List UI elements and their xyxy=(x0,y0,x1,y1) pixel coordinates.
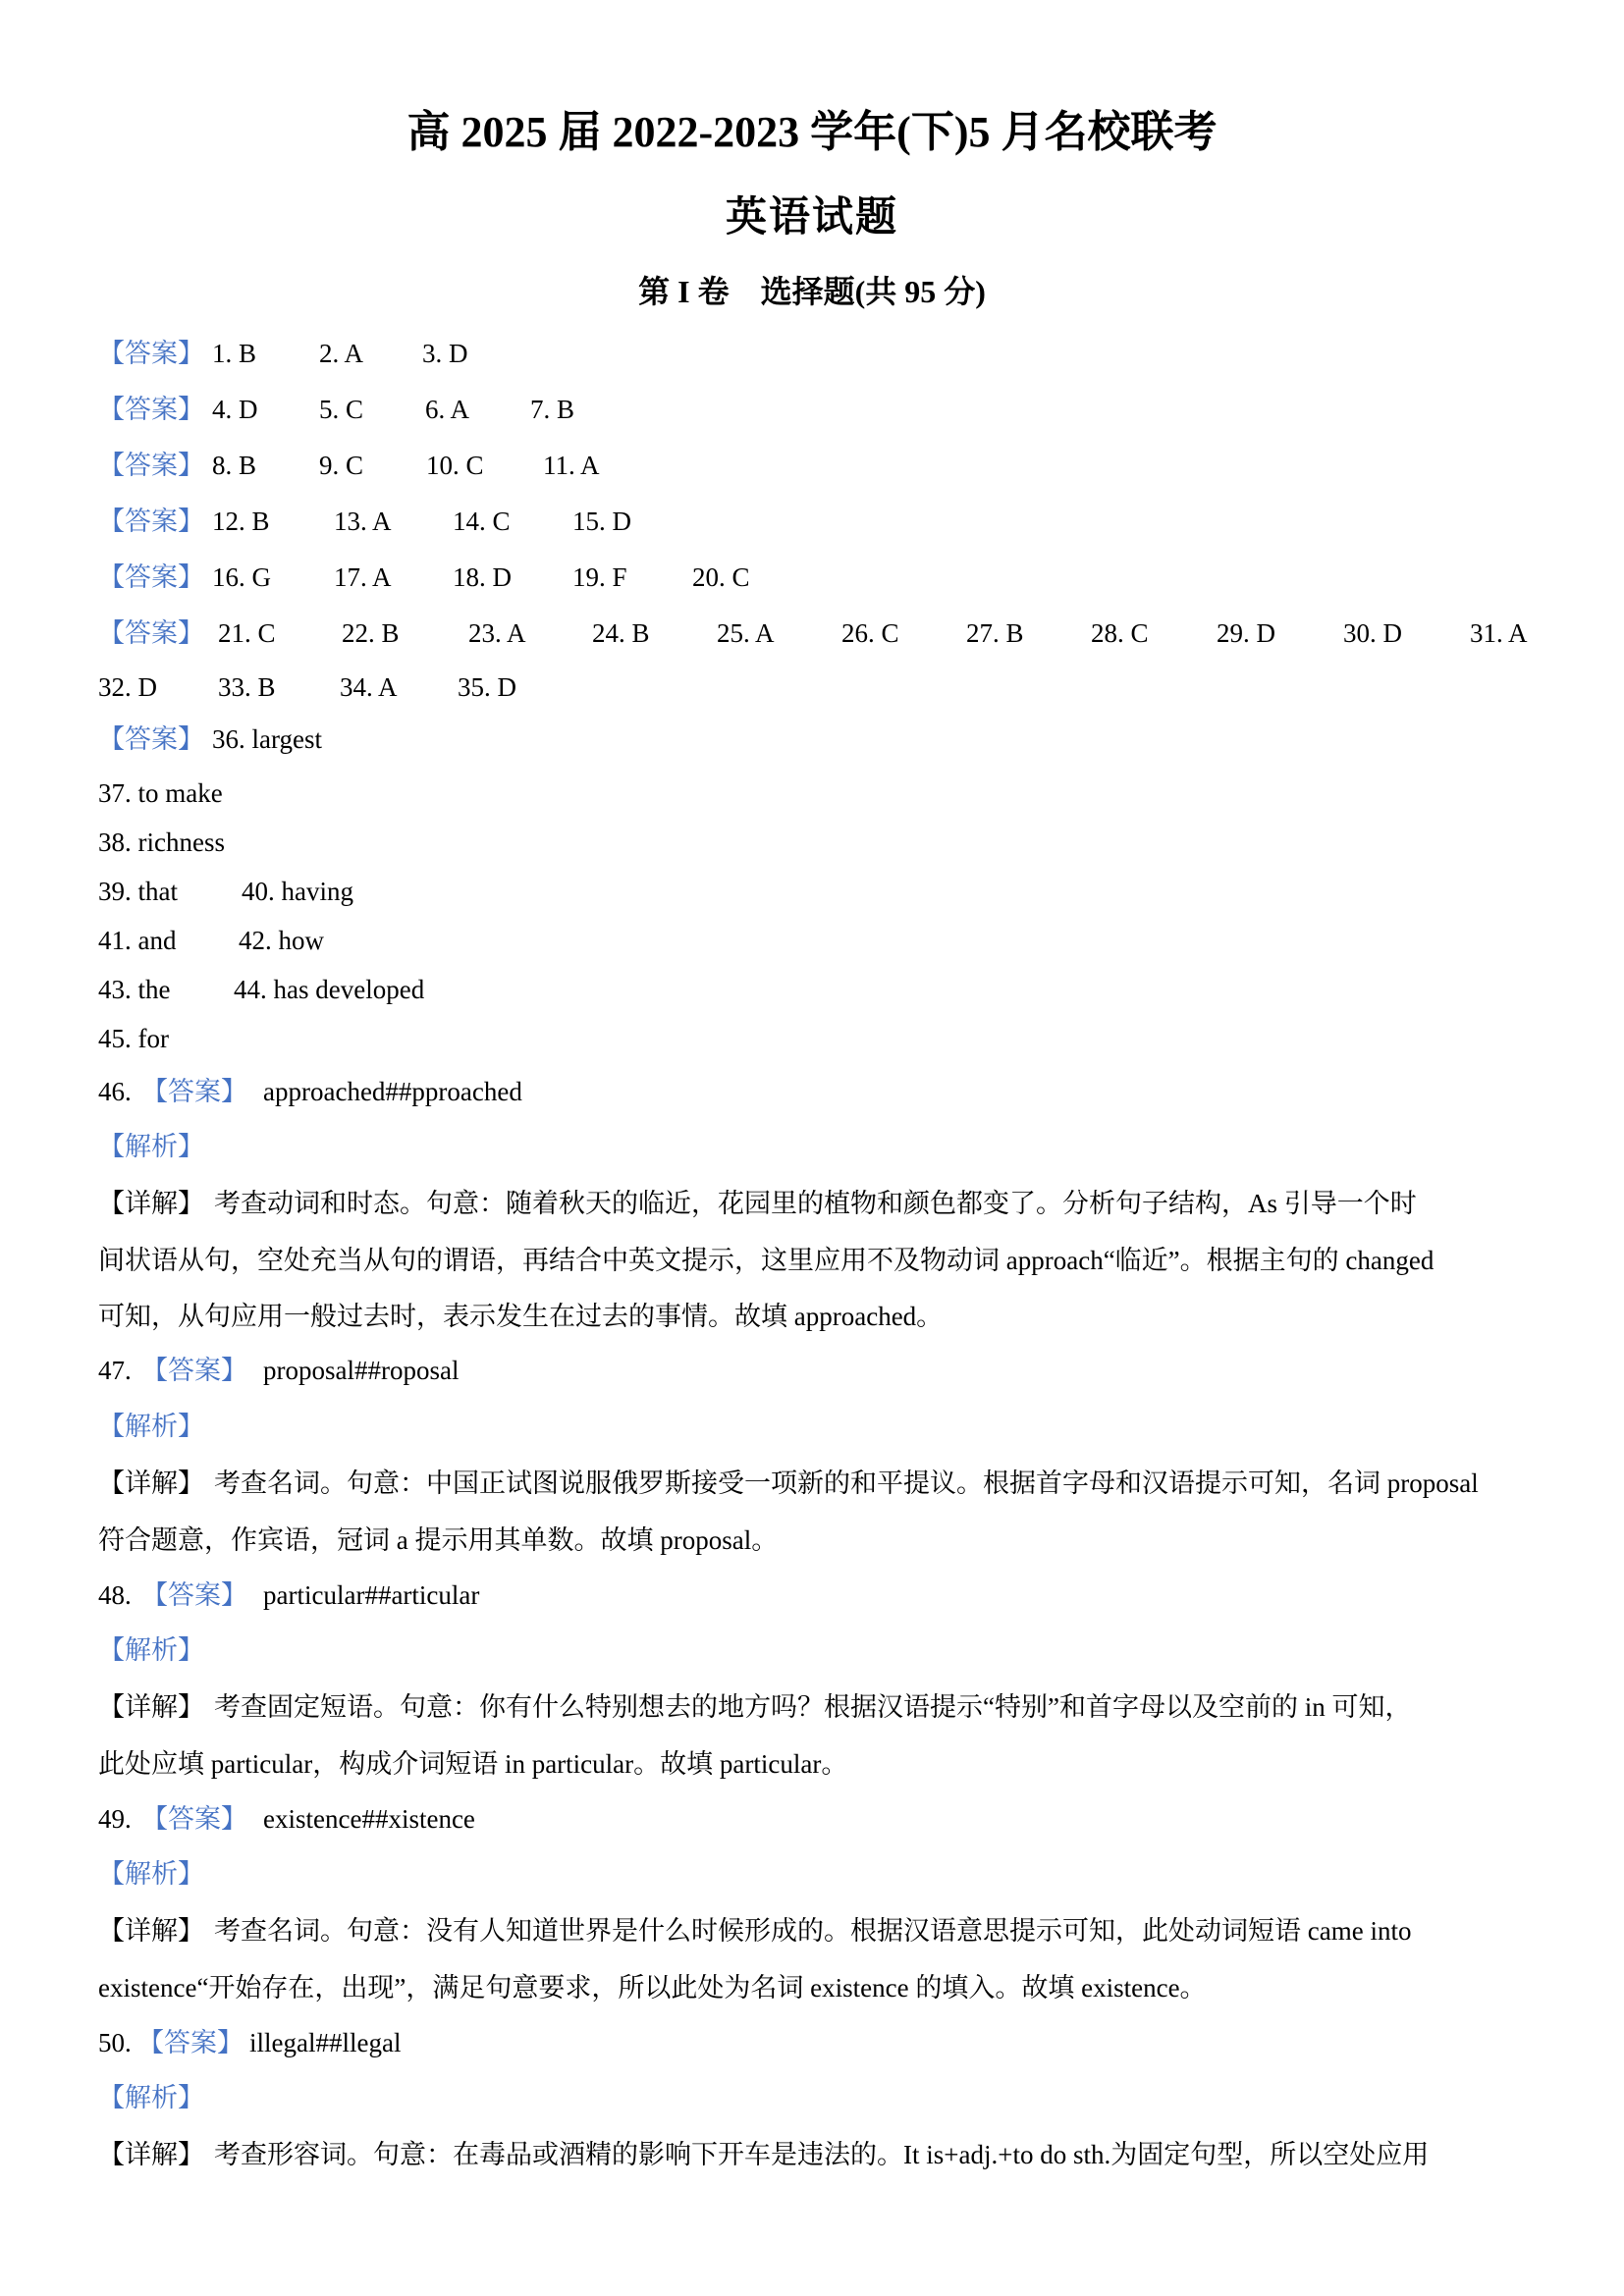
answer-tag: 【答案】 xyxy=(141,1580,247,1610)
subject-title: 英语试题 xyxy=(725,195,898,240)
mc-answer: 9. C xyxy=(319,451,364,480)
mc-answer: 1. B xyxy=(212,339,257,368)
mc-answer: 30. D xyxy=(1343,618,1402,648)
mc-answer: 15. D xyxy=(572,507,631,536)
analysis-tag: 【解析】 xyxy=(98,1412,204,1441)
mc-answer: 16. G xyxy=(212,562,271,592)
mc-answer: 28. C xyxy=(1091,618,1149,648)
detail-text: 考查动词和时态。句意：随着秋天的临近，花园里的植物和颜色都变了。分析句子结构，As 引导一个时 xyxy=(214,1189,1417,1218)
detail-text: 符合题意，作宾语，冠词 a 提示用其单数。故填 proposal。 xyxy=(98,1525,779,1555)
item-answer: existence##xistence xyxy=(263,1804,475,1834)
mc-answer: 24. B xyxy=(592,618,650,648)
mc-answer: 12. B xyxy=(212,507,270,536)
analysis-tag: 【解析】 xyxy=(98,1859,204,1889)
mc-answer: 29. D xyxy=(1217,618,1275,648)
detail-text: 考查名词。句意：没有人知道世界是什么时候形成的。根据汉语意思提示可知，此处动词短语 came into xyxy=(214,1916,1412,1946)
item-answer: particular##articular xyxy=(263,1580,480,1610)
fill-answer: 42. how xyxy=(239,926,324,955)
detail-tag: 【详解】 xyxy=(98,1916,204,1946)
mc-answer: 20. C xyxy=(692,562,750,592)
mc-answer: 11. A xyxy=(543,451,600,480)
answer-tag: 【答案】 xyxy=(98,562,204,592)
mc-answer: 8. B xyxy=(212,451,257,480)
fill-answer: 38. richness xyxy=(98,828,225,857)
answer-tag: 【答案】 xyxy=(141,1077,247,1106)
item-number: 46. xyxy=(98,1077,132,1106)
mc-answer: 5. C xyxy=(319,395,364,424)
fill-answer: 43. the xyxy=(98,975,171,1004)
fill-answer: 40. having xyxy=(242,877,353,906)
item-answer: approached##pproached xyxy=(263,1077,522,1106)
analysis-tag: 【解析】 xyxy=(98,1132,204,1161)
mc-answer: 7. B xyxy=(530,395,575,424)
answer-tag: 【答案】 xyxy=(98,395,204,424)
section-title: 第 I 卷 选择题(共 95 分) xyxy=(638,274,986,309)
fill-answer: 36. largest xyxy=(212,724,322,754)
answer-tag: 【答案】 xyxy=(137,2028,244,2057)
answer-tag: 【答案】 xyxy=(98,451,204,480)
item-number: 49. xyxy=(98,1804,132,1834)
answer-tag: 【答案】 xyxy=(98,618,204,648)
answer-tag: 【答案】 xyxy=(98,724,204,754)
mc-answer: 34. A xyxy=(340,672,398,702)
mc-answer: 10. C xyxy=(426,451,484,480)
item-number: 48. xyxy=(98,1580,132,1610)
analysis-tag: 【解析】 xyxy=(98,1635,204,1665)
detail-tag: 【详解】 xyxy=(98,1189,204,1218)
mc-answer: 26. C xyxy=(841,618,899,648)
mc-answer: 2. A xyxy=(319,339,364,368)
mc-answer: 17. A xyxy=(334,562,392,592)
item-number: 47. xyxy=(98,1356,132,1385)
answer-tag: 【答案】 xyxy=(141,1356,247,1385)
detail-tag: 【详解】 xyxy=(98,1468,204,1498)
mc-answer: 4. D xyxy=(212,395,258,424)
mc-answer: 23. A xyxy=(468,618,526,648)
item-answer: proposal##roposal xyxy=(263,1356,460,1385)
mc-answer: 6. A xyxy=(425,395,470,424)
detail-text: 考查固定短语。句意：你有什么特别想去的地方吗？根据汉语提示“特别”和首字母以及空前的 in 可知， xyxy=(214,1692,1412,1722)
detail-text: 间状语从句，空处充当从句的谓语，再结合中英文提示，这里应用不及物动词 approach“临近”。根据主句的 changed xyxy=(98,1246,1435,1275)
exam-title: 高 2025 届 2022-2023 学年(下)5 月名校联考 xyxy=(406,108,1218,156)
answer-tag: 【答案】 xyxy=(98,339,204,368)
mc-answer: 3. D xyxy=(422,339,468,368)
mc-answer: 18. D xyxy=(453,562,512,592)
mc-answer: 32. D xyxy=(98,672,157,702)
mc-answer: 22. B xyxy=(342,618,400,648)
item-answer: illegal##llegal xyxy=(249,2028,402,2057)
mc-answer: 21. C xyxy=(218,618,276,648)
detail-text: 可知，从句应用一般过去时，表示发生在过去的事情。故填 approached。 xyxy=(98,1302,944,1331)
mc-answer: 33. B xyxy=(218,672,276,702)
fill-answer: 37. to make xyxy=(98,778,223,808)
analysis-tag: 【解析】 xyxy=(98,2083,204,2112)
answer-tag: 【答案】 xyxy=(98,507,204,536)
mc-answer: 35. D xyxy=(458,672,516,702)
item-number: 50. xyxy=(98,2028,132,2057)
mc-answer: 19. F xyxy=(572,562,627,592)
mc-answer: 25. A xyxy=(717,618,775,648)
answer-tag: 【答案】 xyxy=(141,1804,247,1834)
fill-answer: 41. and xyxy=(98,926,177,955)
detail-tag: 【详解】 xyxy=(98,1692,204,1722)
mc-answer: 31. A xyxy=(1470,618,1528,648)
detail-text: 此处应填 particular，构成介词短语 in particular。故填 particular。 xyxy=(98,1749,848,1779)
fill-answer: 39. that xyxy=(98,877,178,906)
detail-text: existence“开始存在，出现”，满足句意要求，所以此处为名词 existence 的填入。故填 existence。 xyxy=(98,1973,1207,2002)
fill-answer: 45. for xyxy=(98,1024,169,1053)
detail-tag: 【详解】 xyxy=(98,2140,204,2169)
fill-answer: 44. has developed xyxy=(234,975,425,1004)
mc-answer: 13. A xyxy=(334,507,392,536)
detail-text: 考查形容词。句意：在毒品或酒精的影响下开车是违法的。It is+adj.+to do sth.为固定句型，所以空处应用 xyxy=(214,2140,1430,2169)
mc-answer: 14. C xyxy=(453,507,511,536)
mc-answer: 27. B xyxy=(966,618,1024,648)
detail-text: 考查名词。句意：中国正试图说服俄罗斯接受一项新的和平提议。根据首字母和汉语提示可知，名词 proposal xyxy=(214,1468,1479,1498)
